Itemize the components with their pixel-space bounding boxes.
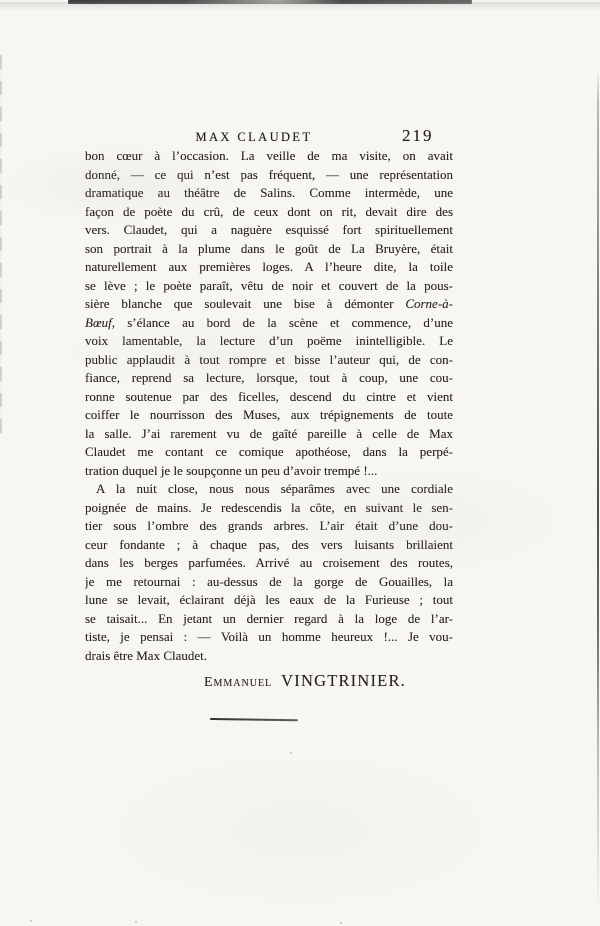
italic-phrase: Corne-à- — [405, 296, 453, 311]
text-line: façon de poète du crû, de ceux dont on rit, devait dire des — [85, 203, 453, 219]
left-edge-artifact — [0, 55, 2, 435]
text-line — [85, 295, 453, 314]
text-line: A la nuit close, nous nous séparâmes avec une cordiale — [96, 481, 453, 496]
page-number: 219 — [402, 126, 434, 145]
text-line: son portrait à la plume dans le goût de La Bruyère, était — [85, 240, 453, 256]
text-line: ronne soutenue par des ficelles, descend du cintre et vient — [85, 388, 453, 404]
signature-first-name: Emmanuel — [203, 675, 273, 690]
signature — [85, 671, 453, 691]
text-line: public applaudit à tout rompre et bisse l’auteur qui, de con- — [85, 351, 453, 367]
text-line: coiffer le nourrisson des Muses, aux trépignements de toute — [85, 407, 453, 422]
running-title: MAX CLAUDET — [195, 130, 313, 144]
italic-phrase: Bœuf, — [85, 314, 115, 330]
text-line: tier sous l’ombre des grands arbres. L’air était d’une dou- — [85, 518, 453, 533]
text-line: tration duquel je le soupçonne un peu d’avoir trempé !... — [85, 462, 378, 478]
text-line: dramatique au théâtre de Salins. Comme intermède, une — [85, 185, 453, 200]
text-line: lune se levait, éclairant déjà les eaux de la Furieuse ; tout — [85, 592, 453, 607]
text-line: vers. Claudet, qui a naguère esquissé fort spirituellement — [85, 222, 453, 237]
text-line: naturellement aux premières loges. A l’heure dite, la toile — [85, 259, 453, 274]
scan-speck — [340, 922, 342, 924]
text-fragment: sière blanche que soulevait une bise à démonter — [85, 296, 406, 311]
right-edge-artifact — [597, 70, 599, 912]
text-line: voix lamentable, la lecture d’un poëme inintelligible. Le — [85, 333, 453, 348]
top-haze-artifact — [0, 2, 600, 12]
text-line: donné, — ce qui n’est pas fréquent, — une représentation — [85, 166, 453, 182]
text-line: poignée de mains. Je redescendis la côte, en suivant le sen- — [85, 499, 453, 515]
text-line: drais être Max Claudet. — [85, 647, 208, 663]
text-line: Claudet me contant ce comique apothéose, dans la perpé- — [85, 444, 453, 459]
signature-last-name: VINGTRINIER. — [281, 671, 406, 690]
text-line: ceur fondante ; à chaque pas, des vers luisants brillaient — [85, 536, 453, 552]
text-fragment: s’élance au bord de la scène et commence, d’une — [114, 314, 453, 330]
text-line — [85, 314, 453, 333]
text-line: la salle. J’ai rarement vu de gaîté pareille à celle de Max — [85, 425, 453, 441]
text-line: dans les berges parfumées. Arrivé au croisement des routes, — [85, 555, 453, 570]
scan-speck — [135, 921, 137, 923]
text-line: se lève ; le poète paraît, vêtu de noir et couvert de la pous- — [85, 277, 453, 293]
section-end-rule — [210, 718, 298, 721]
text-line: je me retournai : au-dessus de la gorge de Gouailles, la — [85, 573, 453, 589]
text-line: bon cœur à l’occasion. La veille de ma visite, on avait — [85, 148, 453, 163]
text-line: fiance, reprend sa lecture, lorsque, tout à coup, une cou- — [85, 370, 453, 385]
scan-speck — [290, 752, 292, 754]
text-line: tiste, je pensai : — Voilà un homme heureux !... Je vou- — [85, 629, 453, 644]
page-body — [85, 147, 453, 665]
text-line: se taisait... En jetant un dernier regard à la loge de l’ar- — [85, 610, 453, 626]
scan-speck — [30, 920, 32, 922]
